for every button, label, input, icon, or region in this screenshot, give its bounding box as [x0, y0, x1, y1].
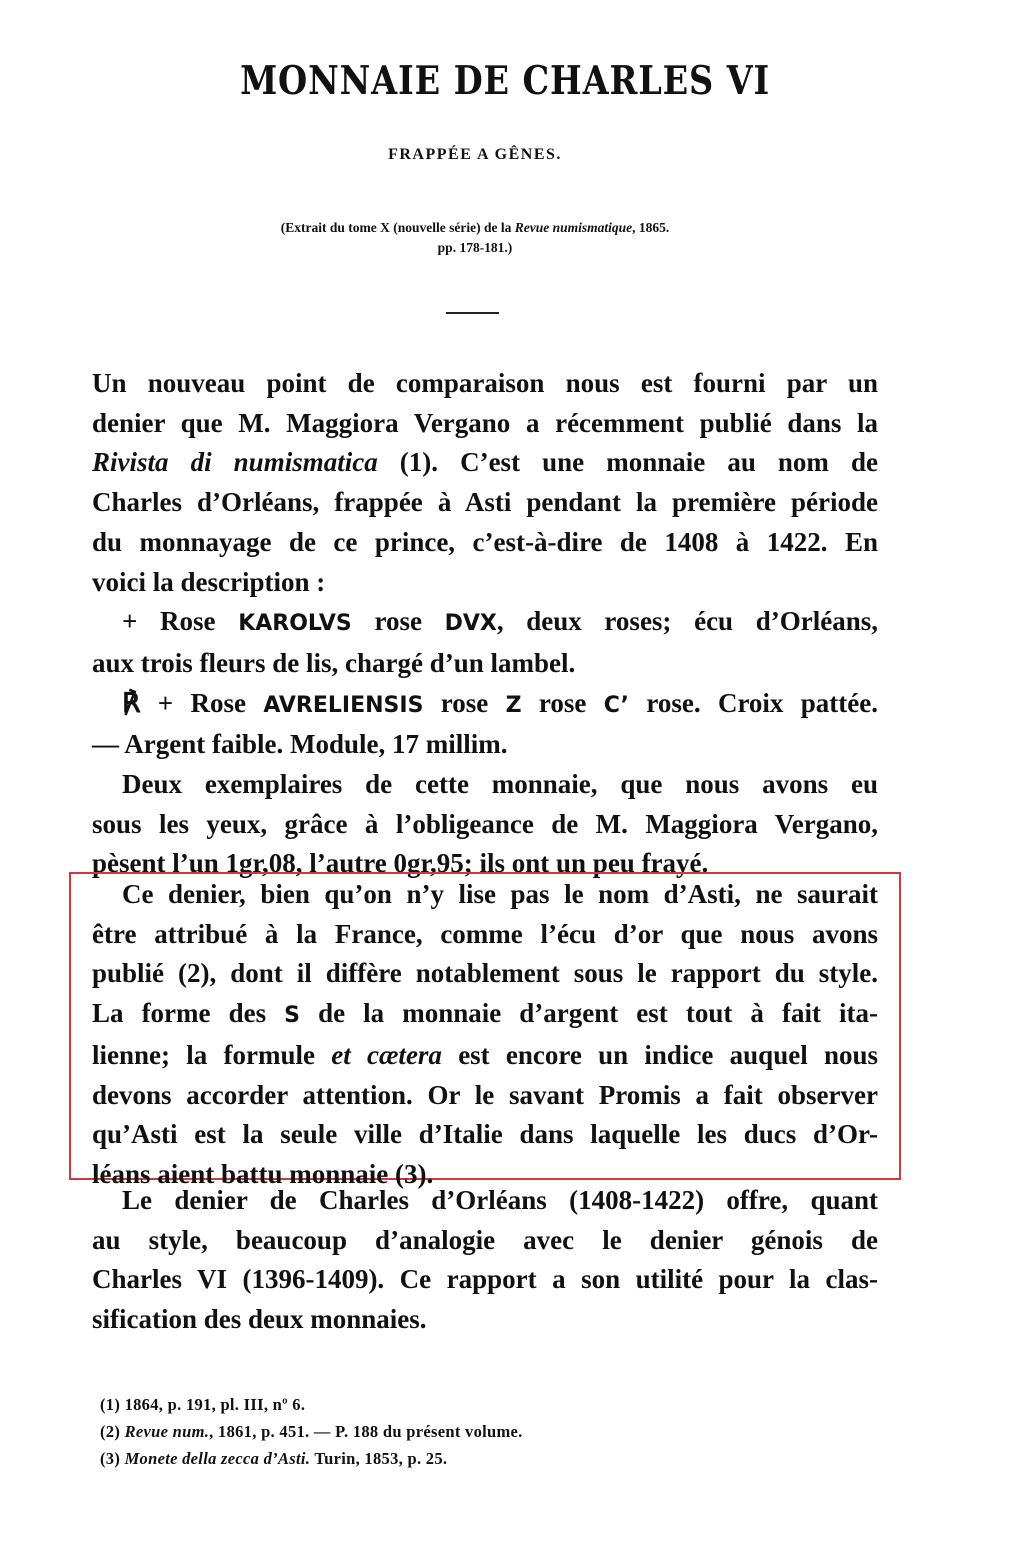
paragraph-1: Un nouveau point de comparaison nous est fourni par un denier que M. Maggiora Vergano a récemment publié dans la Rivista di numismatica (1). C’est une monnaie au nom de Charles d’Orléans, frappée à Asti pendant la première période du monnayage de ce prince, c’est-à-dire de 1408 à 1422. En voici la description : + Rose KAROLVS rose DVX, deux roses; écu d’Orléans, aux trois fleurs de lis, chargé d’un lambel. ℟ + Rose AVRELIENSIS rose Z rose C’ rose. Croix pattée. — Argent faible. Module, 17 millim. Deux exemplaires de cette monnaie, que nous avons eu sous les yeux, grâce à l’obligeance de M. Maggiora Vergano, pèsent l’un 1gr,08, l’autre 0gr,95; ils ont un peu frayé.	[92, 368, 878, 879]
obverse-description: + Rose KAROLVS rose DVX, deux roses; écu d’Orléans,	[122, 606, 878, 637]
reverse-description: ℟ + Rose AVRELIENSIS rose Z rose C’ rose. Croix pattée.	[122, 687, 878, 718]
paragraph-4: Le denier de Charles d’Orléans (1408-1422) offre, quant au style, beaucoup d’analogie avec le denier génois de Charles VI (1396-1409). Ce rapport a son utilité pour la clas- sification des deux monnaies.	[92, 1185, 878, 1335]
footnote-2: (2) Revue num., 1861, p. 451. — P. 188 du présent volume.	[100, 1422, 523, 1441]
footnote-1: (1) 1864, p. 191, pl. III, nº 6.	[100, 1395, 306, 1414]
page-title: MONNAIE DE CHARLES VI	[240, 58, 771, 104]
footnotes	[100, 1391, 800, 1472]
page-subtitle: FRAPPÉE A GÊNES.	[388, 146, 562, 163]
paragraph-highlighted: Ce denier, bien qu’on n’y lise pas le nom d’Asti, ne saurait être attribué à la France, comme l’écu d’or que nous avons publié (2), dont il diffère notablement sous le rapport du style. La forme des S de la monnaie d’argent est tout à fait ita- lienne; la formule et cætera est encore un indice auquel nous devons accorder attention. Or le savant Promis a fait observer qu’Asti est la seule ville d’Italie dans laquelle les ducs d’Or- léans aient battu monnaie (3).	[92, 879, 878, 1189]
journal-title: Revue numismatique	[514, 220, 633, 235]
extract-note: (Extrait du tome X (nouvelle série) de la Revue numismatique, 1865. pp. 178-181.)	[280, 220, 670, 255]
footnote-3: (3) Monete della zecca d’Asti. Turin, 1853, p. 25.	[100, 1449, 448, 1468]
title-divider	[446, 312, 499, 314]
